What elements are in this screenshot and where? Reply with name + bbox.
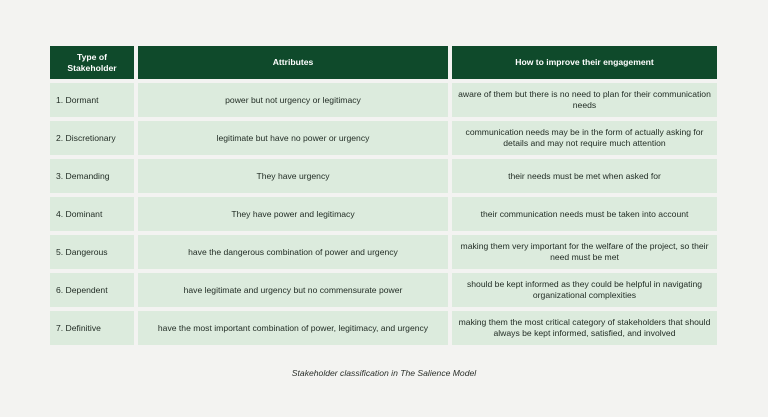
row-2-attributes: legitimate but have no power or urgency bbox=[138, 121, 448, 155]
row-5-type: 5. Dangerous bbox=[50, 235, 134, 269]
row-3-type: 3. Demanding bbox=[50, 159, 134, 193]
row-6-type: 6. Dependent bbox=[50, 273, 134, 307]
row-7-attributes: have the most important combination of power, legitimacy, and urgency bbox=[138, 311, 448, 345]
row-6-attributes: have legitimate and urgency but no commensurate power bbox=[138, 273, 448, 307]
row-4-type: 4. Dominant bbox=[50, 197, 134, 231]
row-1-attributes: power but not urgency or legitimacy bbox=[138, 83, 448, 117]
row-7-engagement: making them the most critical category of stakeholders that should always be kept informed, satisfied, and involved bbox=[452, 311, 717, 345]
row-3-engagement: their needs must be met when asked for bbox=[452, 159, 717, 193]
header-attributes: Attributes bbox=[138, 46, 448, 79]
row-1-engagement: aware of them but there is no need to plan for their communication needs bbox=[452, 83, 717, 117]
header-type: Type of Stakeholder bbox=[50, 46, 134, 79]
row-2-engagement: communication needs may be in the form of actually asking for details and may not require much attention bbox=[452, 121, 717, 155]
row-2-type: 2. Discretionary bbox=[50, 121, 134, 155]
row-6-engagement: should be kept informed as they could be helpful in navigating organizational complexities bbox=[452, 273, 717, 307]
row-5-attributes: have the dangerous combination of power and urgency bbox=[138, 235, 448, 269]
stakeholder-table bbox=[50, 46, 718, 345]
row-5-engagement: making them very important for the welfare of the project, so their need must be met bbox=[452, 235, 717, 269]
row-7-type: 7. Definitive bbox=[50, 311, 134, 345]
row-3-attributes: They have urgency bbox=[138, 159, 448, 193]
row-4-attributes: They have power and legitimacy bbox=[138, 197, 448, 231]
header-engagement: How to improve their engagement bbox=[452, 46, 717, 79]
row-1-type: 1. Dormant bbox=[50, 83, 134, 117]
figure-caption: Stakeholder classification in The Salience Model bbox=[291, 368, 477, 378]
row-4-engagement: their communication needs must be taken into account bbox=[452, 197, 717, 231]
